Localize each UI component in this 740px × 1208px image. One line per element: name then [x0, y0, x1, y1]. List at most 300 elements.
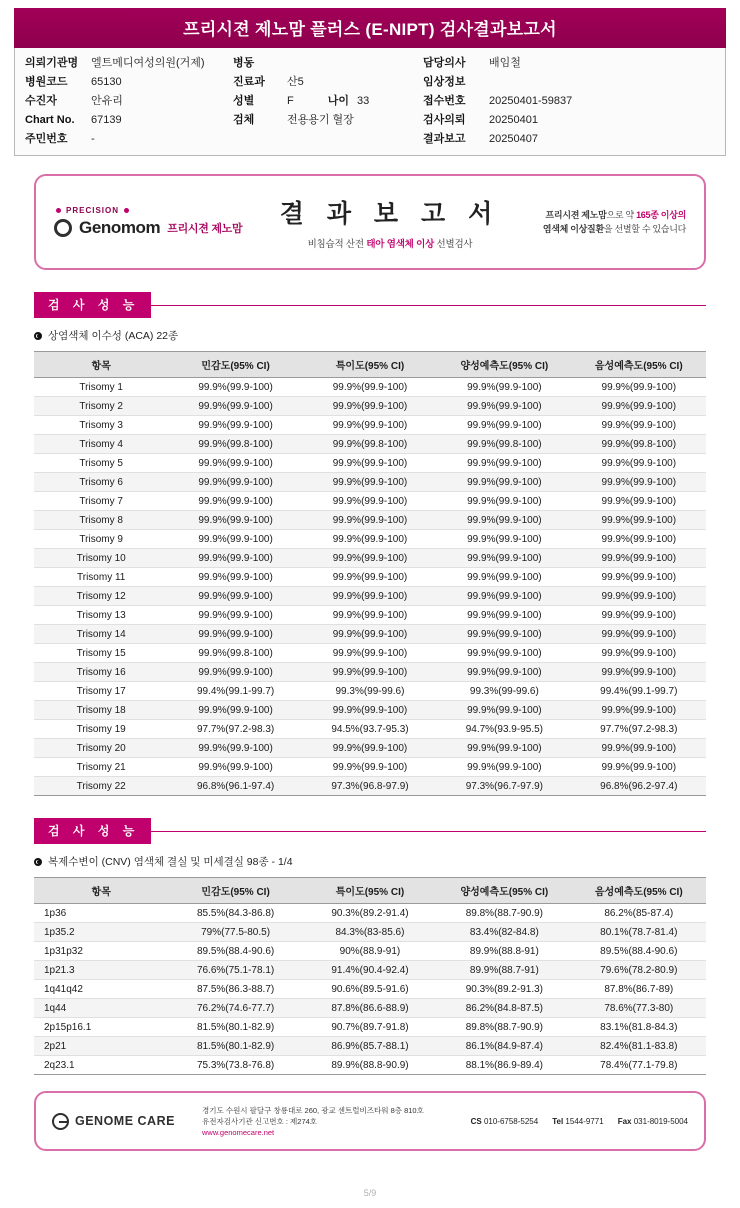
field-label: 의뢰기관명: [25, 57, 79, 69]
section-subtitle-text: 복제수변이 (CNV) 염색체 결실 및 미세결실 98종 - 1/4: [48, 856, 293, 868]
cell-ppv: 99.9%(99.9-100): [437, 625, 571, 644]
cell-npv: 99.9%(99.9-100): [572, 492, 706, 511]
table-row: [34, 701, 706, 720]
banner-title: 결 과 보 고 서: [279, 200, 501, 228]
cell-ppv: 99.9%(99.9-100): [437, 397, 571, 416]
cell-ppv: 99.9%(99.9-100): [437, 701, 571, 720]
cell-specificity: 90%(88.9-91): [303, 942, 437, 961]
table-row: [34, 1056, 706, 1075]
cell-sensitivity: 99.4%(99.1-99.7): [168, 682, 302, 701]
contact-tel-label: Tel: [552, 1116, 564, 1126]
cell-specificity: 99.9%(99.9-100): [303, 397, 437, 416]
banner-subtitle: [254, 236, 526, 250]
cell-item: Trisomy 8: [34, 511, 168, 530]
banner-center: [254, 194, 526, 250]
banner-note-tail: 을 선별할 수 있습니다: [603, 224, 686, 234]
table-row: [34, 625, 706, 644]
table-row: [34, 720, 706, 739]
cell-specificity: 99.9%(99.9-100): [303, 758, 437, 777]
brand-name-kr: 프리시젼 제노맘: [167, 223, 243, 235]
patient-field-receipt-no: [423, 94, 715, 108]
cell-specificity: 99.9%(99.9-100): [303, 511, 437, 530]
cell-npv: 99.9%(99.9-100): [572, 397, 706, 416]
cell-npv: 99.9%(99.8-100): [572, 435, 706, 454]
cell-item: Trisomy 16: [34, 663, 168, 682]
brand-name: Genomom: [79, 218, 161, 237]
cell-ppv: 99.9%(99.9-100): [437, 473, 571, 492]
field-value: 67139: [91, 114, 122, 126]
cell-specificity: 90.7%(89.7-91.8): [303, 1018, 437, 1037]
cell-npv: 96.8%(96.2-97.4): [572, 777, 706, 796]
cell-item: Trisomy 7: [34, 492, 168, 511]
cell-specificity: 86.9%(85.7-88.1): [303, 1037, 437, 1056]
cell-specificity: 90.6%(89.5-91.6): [303, 980, 437, 999]
cell-specificity: 99.9%(99.9-100): [303, 454, 437, 473]
section-aca: [34, 292, 706, 796]
field-value: 배임철: [489, 57, 521, 69]
patient-field-institution: [25, 56, 233, 70]
cell-ppv: 86.1%(84.9-87.4): [437, 1037, 571, 1056]
field-label: 성별: [233, 95, 255, 107]
cnv-table-body: [34, 904, 706, 1075]
patient-info-column-1: [25, 56, 233, 146]
section-cnv: [34, 818, 706, 1075]
banner-subtitle-post: 선별검사: [434, 239, 473, 250]
cell-item: 1p21.3: [34, 961, 168, 980]
cell-sensitivity: 81.5%(80.1-82.9): [168, 1018, 302, 1037]
table-row: [34, 587, 706, 606]
cell-specificity: 89.9%(88.8-90.9): [303, 1056, 437, 1075]
cell-ppv: 99.9%(99.9-100): [437, 663, 571, 682]
patient-field-department: [233, 75, 423, 89]
brand-main: [54, 218, 254, 238]
cell-sensitivity: 99.9%(99.9-100): [168, 701, 302, 720]
genome-care-mark-icon: [52, 1113, 69, 1130]
cell-ppv: 99.9%(99.9-100): [437, 530, 571, 549]
section-tag: 검 사 성 능: [34, 818, 151, 844]
page-number: 5/9: [363, 1188, 377, 1198]
report-banner: [34, 174, 706, 270]
table-row: [34, 961, 706, 980]
report-footer: [34, 1091, 706, 1151]
contact-cs-value: 010-6758-5254: [483, 1116, 539, 1126]
cell-ppv: 99.3%(99-99.6): [437, 682, 571, 701]
cell-sensitivity: 99.9%(99.9-100): [168, 511, 302, 530]
patient-field-hospital-code: [25, 75, 233, 89]
cell-item: 2p15p16.1: [34, 1018, 168, 1037]
contact-info: [471, 1117, 688, 1126]
patient-field-ssn: [25, 132, 233, 146]
cell-item: 1p31p32: [34, 942, 168, 961]
cell-npv: 78.6%(77.3-80): [572, 999, 706, 1018]
table-row: [34, 777, 706, 796]
column-header-npv: 음성예측도(95% CI): [572, 878, 706, 904]
cell-sensitivity: 99.9%(99.9-100): [168, 492, 302, 511]
table-row: [34, 568, 706, 587]
cell-ppv: 99.9%(99.9-100): [437, 568, 571, 587]
cell-npv: 87.8%(86.7-89): [572, 980, 706, 999]
banner-note-mid: 으로 약: [606, 210, 637, 220]
cell-npv: 99.9%(99.9-100): [572, 568, 706, 587]
section-header: [34, 818, 706, 844]
cell-specificity: 99.9%(99.9-100): [303, 625, 437, 644]
table-header-row: [34, 878, 706, 904]
dot-icon: [124, 208, 129, 213]
section-divider: [151, 305, 706, 306]
cell-specificity: 99.9%(99.9-100): [303, 701, 437, 720]
cell-item: Trisomy 1: [34, 378, 168, 397]
cell-item: 2p21: [34, 1037, 168, 1056]
cell-ppv: 99.9%(99.9-100): [437, 644, 571, 663]
cell-item: Trisomy 4: [34, 435, 168, 454]
contact-fax-label: Fax: [617, 1116, 632, 1126]
cell-ppv: 83.4%(82-84.8): [437, 923, 571, 942]
brand-top-label: PRECISION: [66, 206, 120, 215]
cell-specificity: 99.9%(99.9-100): [303, 587, 437, 606]
cell-sensitivity: 96.8%(96.1-97.4): [168, 777, 302, 796]
cell-sensitivity: 99.9%(99.9-100): [168, 530, 302, 549]
field-label: 검사의뢰: [423, 114, 466, 126]
cell-ppv: 99.9%(99.9-100): [437, 454, 571, 473]
cell-npv: 78.4%(77.1-79.8): [572, 1056, 706, 1075]
banner-subtitle-pre: 비침습적 산전: [307, 239, 367, 250]
cell-ppv: 99.9%(99.9-100): [437, 739, 571, 758]
cell-item: 1p36: [34, 904, 168, 923]
patient-info-box: [14, 48, 726, 156]
contact-cs-label: CS: [470, 1116, 482, 1126]
cell-specificity: 99.9%(99.9-100): [303, 568, 437, 587]
table-row: [34, 435, 706, 454]
contact-fax-value: 031-8019-5004: [633, 1116, 688, 1126]
section-divider: [151, 831, 706, 832]
cell-npv: 99.9%(99.9-100): [572, 511, 706, 530]
cell-item: Trisomy 13: [34, 606, 168, 625]
cell-item: Trisomy 21: [34, 758, 168, 777]
cell-ppv: 89.8%(88.7-90.9): [437, 904, 571, 923]
cell-sensitivity: 99.9%(99.9-100): [168, 416, 302, 435]
field-value: 엘트메디여성의원(거제): [91, 57, 205, 69]
company-website-link[interactable]: www.genomecare.net: [202, 1127, 275, 1137]
cell-sensitivity: 99.9%(99.9-100): [168, 606, 302, 625]
table-row: [34, 606, 706, 625]
patient-info-column-2: [233, 56, 423, 146]
cell-ppv: 99.9%(99.9-100): [437, 416, 571, 435]
field-value: 20250401-59837: [489, 95, 573, 107]
table-row: [34, 1037, 706, 1056]
column-header-specificity: 특이도(95% CI): [303, 352, 437, 378]
cell-item: Trisomy 2: [34, 397, 168, 416]
cell-sensitivity: 99.9%(99.9-100): [168, 568, 302, 587]
table-row: [34, 473, 706, 492]
field-value: 산5: [287, 76, 304, 88]
table-row: [34, 530, 706, 549]
cell-sensitivity: 99.9%(99.9-100): [168, 397, 302, 416]
cell-ppv: 99.9%(99.9-100): [437, 758, 571, 777]
cell-item: Trisomy 10: [34, 549, 168, 568]
bullet-icon: [34, 332, 42, 340]
section-tag: 검 사 성 능: [34, 292, 151, 318]
table-row: [34, 1018, 706, 1037]
cell-item: Trisomy 22: [34, 777, 168, 796]
patient-field-ward: [233, 56, 423, 70]
cell-specificity: 99.9%(99.9-100): [303, 549, 437, 568]
cell-ppv: 90.3%(89.2-91.3): [437, 980, 571, 999]
genomom-circle-icon: [54, 219, 72, 237]
cell-npv: 80.1%(78.7-81.4): [572, 923, 706, 942]
field-label: 담당의사: [423, 57, 466, 69]
contact-tel-value: 1544-9771: [565, 1116, 604, 1126]
cell-specificity: 99.9%(99.9-100): [303, 606, 437, 625]
cell-item: Trisomy 18: [34, 701, 168, 720]
contact-cs: [471, 1117, 539, 1126]
cell-item: 1q41q42: [34, 980, 168, 999]
table-row: [34, 397, 706, 416]
cell-specificity: 99.9%(99.8-100): [303, 435, 437, 454]
field-value: 안유리: [91, 95, 123, 107]
cell-ppv: 97.3%(96.7-97.9): [437, 777, 571, 796]
cell-ppv: 99.9%(99.9-100): [437, 492, 571, 511]
banner-note-brand: 프리시젼 제노맘: [545, 210, 607, 220]
column-header-ppv: 양성예측도(95% CI): [437, 878, 571, 904]
cell-npv: 79.6%(78.2-80.9): [572, 961, 706, 980]
table-row: [34, 999, 706, 1018]
contact-tel: [552, 1117, 603, 1126]
field-label: 진료과: [233, 76, 265, 88]
cell-sensitivity: 99.9%(99.9-100): [168, 473, 302, 492]
cell-npv: 99.9%(99.9-100): [572, 473, 706, 492]
cell-ppv: 99.9%(99.9-100): [437, 549, 571, 568]
cell-sensitivity: 99.9%(99.9-100): [168, 454, 302, 473]
cell-sensitivity: 87.5%(86.3-88.7): [168, 980, 302, 999]
cell-npv: 99.9%(99.9-100): [572, 378, 706, 397]
field-value: 20250407: [489, 133, 538, 145]
cell-npv: 99.9%(99.9-100): [572, 701, 706, 720]
field-label: 병원코드: [25, 76, 68, 88]
patient-field-request-date: [423, 113, 715, 127]
cell-item: Trisomy 5: [34, 454, 168, 473]
cell-ppv: 99.9%(99.9-100): [437, 511, 571, 530]
cell-npv: 99.9%(99.9-100): [572, 606, 706, 625]
cell-npv: 99.9%(99.9-100): [572, 587, 706, 606]
cell-ppv: 88.1%(86.9-89.4): [437, 1056, 571, 1075]
cell-item: 2q23.1: [34, 1056, 168, 1075]
cell-specificity: 99.9%(99.9-100): [303, 644, 437, 663]
cell-sensitivity: 79%(77.5-80.5): [168, 923, 302, 942]
cell-sensitivity: 81.5%(80.1-82.9): [168, 1037, 302, 1056]
cell-sensitivity: 76.2%(74.6-77.7): [168, 999, 302, 1018]
field-label: 접수번호: [423, 95, 466, 107]
cell-item: Trisomy 14: [34, 625, 168, 644]
column-header-sensitivity: 민감도(95% CI): [168, 352, 302, 378]
cell-npv: 86.2%(85-87.4): [572, 904, 706, 923]
cell-ppv: 89.8%(88.7-90.9): [437, 1018, 571, 1037]
genome-care-name: GENOME CARE: [75, 1114, 175, 1128]
patient-field-sex-age: [233, 94, 423, 108]
patient-field-specimen: [233, 113, 423, 127]
cell-specificity: 94.5%(93.7-95.3): [303, 720, 437, 739]
section-subtitle: [34, 854, 706, 869]
table-row: [34, 758, 706, 777]
cell-ppv: 99.9%(99.8-100): [437, 435, 571, 454]
cell-item: Trisomy 12: [34, 587, 168, 606]
table-row: [34, 739, 706, 758]
cell-specificity: 99.9%(99.9-100): [303, 416, 437, 435]
cell-specificity: 99.9%(99.9-100): [303, 492, 437, 511]
table-row: [34, 663, 706, 682]
cell-npv: 89.5%(88.4-90.6): [572, 942, 706, 961]
cell-npv: 97.7%(97.2-98.3): [572, 720, 706, 739]
field-label: 임상정보: [423, 76, 466, 88]
cell-specificity: 99.9%(99.9-100): [303, 739, 437, 758]
banner-subtitle-highlight: 태아 염색체 이상: [366, 239, 435, 250]
cell-item: Trisomy 20: [34, 739, 168, 758]
brand-logo: [54, 206, 254, 238]
cell-npv: 99.9%(99.9-100): [572, 625, 706, 644]
table-row: [34, 923, 706, 942]
cell-item: 1p35.2: [34, 923, 168, 942]
field-label: 주민번호: [25, 133, 68, 145]
cell-sensitivity: 99.9%(99.8-100): [168, 644, 302, 663]
cell-specificity: 99.9%(99.9-100): [303, 378, 437, 397]
table-row: [34, 980, 706, 999]
field-label: 검체: [233, 114, 255, 126]
table-row: [34, 644, 706, 663]
cell-ppv: 89.9%(88.7-91): [437, 961, 571, 980]
cell-item: Trisomy 6: [34, 473, 168, 492]
cell-npv: 99.9%(99.9-100): [572, 758, 706, 777]
patient-field-name: [25, 94, 233, 108]
cell-item: Trisomy 17: [34, 682, 168, 701]
cell-sensitivity: 99.9%(99.9-100): [168, 758, 302, 777]
cell-sensitivity: 99.9%(99.8-100): [168, 435, 302, 454]
patient-info-column-3: [423, 56, 715, 146]
field-label: 수진자: [25, 95, 57, 107]
table-row: [34, 454, 706, 473]
cell-npv: 99.9%(99.9-100): [572, 739, 706, 758]
cell-sensitivity: 99.9%(99.9-100): [168, 625, 302, 644]
cell-ppv: 86.2%(84.8-87.5): [437, 999, 571, 1018]
cell-ppv: 89.9%(88.8-91): [437, 942, 571, 961]
cell-specificity: 90.3%(89.2-91.4): [303, 904, 437, 923]
address-line-2: 유전자검사기관 신고번호 : 제274호: [202, 1116, 318, 1126]
cell-item: 1q44: [34, 999, 168, 1018]
age-label: 나이: [327, 95, 349, 107]
cell-item: Trisomy 9: [34, 530, 168, 549]
table-row: [34, 378, 706, 397]
cell-item: Trisomy 19: [34, 720, 168, 739]
field-value: F: [287, 95, 294, 107]
genome-care-logo: [52, 1113, 202, 1130]
cell-npv: 99.9%(99.9-100): [572, 644, 706, 663]
field-value: 전용용기 혈장: [287, 114, 354, 126]
field-label: Chart No.: [25, 114, 75, 126]
table-row: [34, 682, 706, 701]
cell-npv: 99.9%(99.9-100): [572, 530, 706, 549]
banner-note-line1: [526, 208, 686, 222]
column-header-specificity: 특이도(95% CI): [303, 878, 437, 904]
column-header-item: 항목: [34, 878, 168, 904]
banner-note-disease: 염색체 이상질환: [542, 224, 604, 234]
table-row: [34, 549, 706, 568]
column-header-ppv: 양성예측도(95% CI): [437, 352, 571, 378]
column-header-sensitivity: 민감도(95% CI): [168, 878, 302, 904]
cell-specificity: 99.3%(99-99.6): [303, 682, 437, 701]
column-header-npv: 음성예측도(95% CI): [572, 352, 706, 378]
bullet-icon: [34, 858, 42, 866]
company-address: [202, 1105, 471, 1138]
cell-npv: 83.1%(81.8-84.3): [572, 1018, 706, 1037]
field-value: -: [91, 133, 95, 145]
cell-sensitivity: 99.9%(99.9-100): [168, 549, 302, 568]
cell-npv: 99.9%(99.9-100): [572, 549, 706, 568]
cell-sensitivity: 99.9%(99.9-100): [168, 739, 302, 758]
address-line-1: 경기도 수원시 팔달구 창룡대로 260, 광교 센트럴비즈타워 8층 810호: [202, 1105, 424, 1115]
patient-field-clinical-info: [423, 75, 715, 89]
cnv-performance-table: [34, 877, 706, 1075]
table-row: [34, 416, 706, 435]
cell-specificity: 99.9%(99.9-100): [303, 530, 437, 549]
cell-sensitivity: 99.9%(99.9-100): [168, 587, 302, 606]
section-subtitle-text: 상염색체 이수성 (ACA) 22종: [48, 330, 179, 342]
cell-ppv: 94.7%(93.9-95.5): [437, 720, 571, 739]
cell-npv: 99.9%(99.9-100): [572, 454, 706, 473]
contact-fax: [618, 1117, 688, 1126]
table-row: [34, 904, 706, 923]
cell-npv: 82.4%(81.1-83.8): [572, 1037, 706, 1056]
cell-sensitivity: 97.7%(97.2-98.3): [168, 720, 302, 739]
brand-tagline: [54, 206, 254, 215]
cell-item: Trisomy 15: [34, 644, 168, 663]
cell-npv: 99.9%(99.9-100): [572, 663, 706, 682]
cell-npv: 99.9%(99.9-100): [572, 416, 706, 435]
cell-item: Trisomy 11: [34, 568, 168, 587]
section-header: [34, 292, 706, 318]
cell-specificity: 99.9%(99.9-100): [303, 663, 437, 682]
table-row: [34, 942, 706, 961]
patient-field-chart-no: [25, 113, 233, 127]
patient-field-report-date: [423, 132, 715, 146]
column-header-item: 항목: [34, 352, 168, 378]
cell-specificity: 97.3%(96.8-97.9): [303, 777, 437, 796]
dot-icon: [56, 208, 61, 213]
cell-specificity: 84.3%(83-85.6): [303, 923, 437, 942]
field-label: 결과보고: [423, 133, 466, 145]
cell-sensitivity: 85.5%(84.3-86.8): [168, 904, 302, 923]
cell-sensitivity: 75.3%(73.8-76.8): [168, 1056, 302, 1075]
cell-npv: 99.4%(99.1-99.7): [572, 682, 706, 701]
field-value: 65130: [91, 76, 122, 88]
cell-ppv: 99.9%(99.9-100): [437, 378, 571, 397]
cell-sensitivity: 89.5%(88.4-90.6): [168, 942, 302, 961]
cell-ppv: 99.9%(99.9-100): [437, 587, 571, 606]
cell-ppv: 99.9%(99.9-100): [437, 606, 571, 625]
cell-specificity: 87.8%(86.6-88.9): [303, 999, 437, 1018]
banner-note: [526, 208, 686, 236]
table-header-row: [34, 352, 706, 378]
cell-item: Trisomy 3: [34, 416, 168, 435]
cell-sensitivity: 76.6%(75.1-78.1): [168, 961, 302, 980]
cell-specificity: 99.9%(99.9-100): [303, 473, 437, 492]
age-value: 33: [357, 95, 370, 107]
table-row: [34, 492, 706, 511]
cell-specificity: 91.4%(90.4-92.4): [303, 961, 437, 980]
field-label: 병동: [233, 57, 255, 69]
cell-sensitivity: 99.9%(99.9-100): [168, 378, 302, 397]
patient-field-doctor: [423, 56, 715, 70]
table-row: [34, 511, 706, 530]
section-subtitle: [34, 328, 706, 343]
field-value: 20250401: [489, 114, 538, 126]
